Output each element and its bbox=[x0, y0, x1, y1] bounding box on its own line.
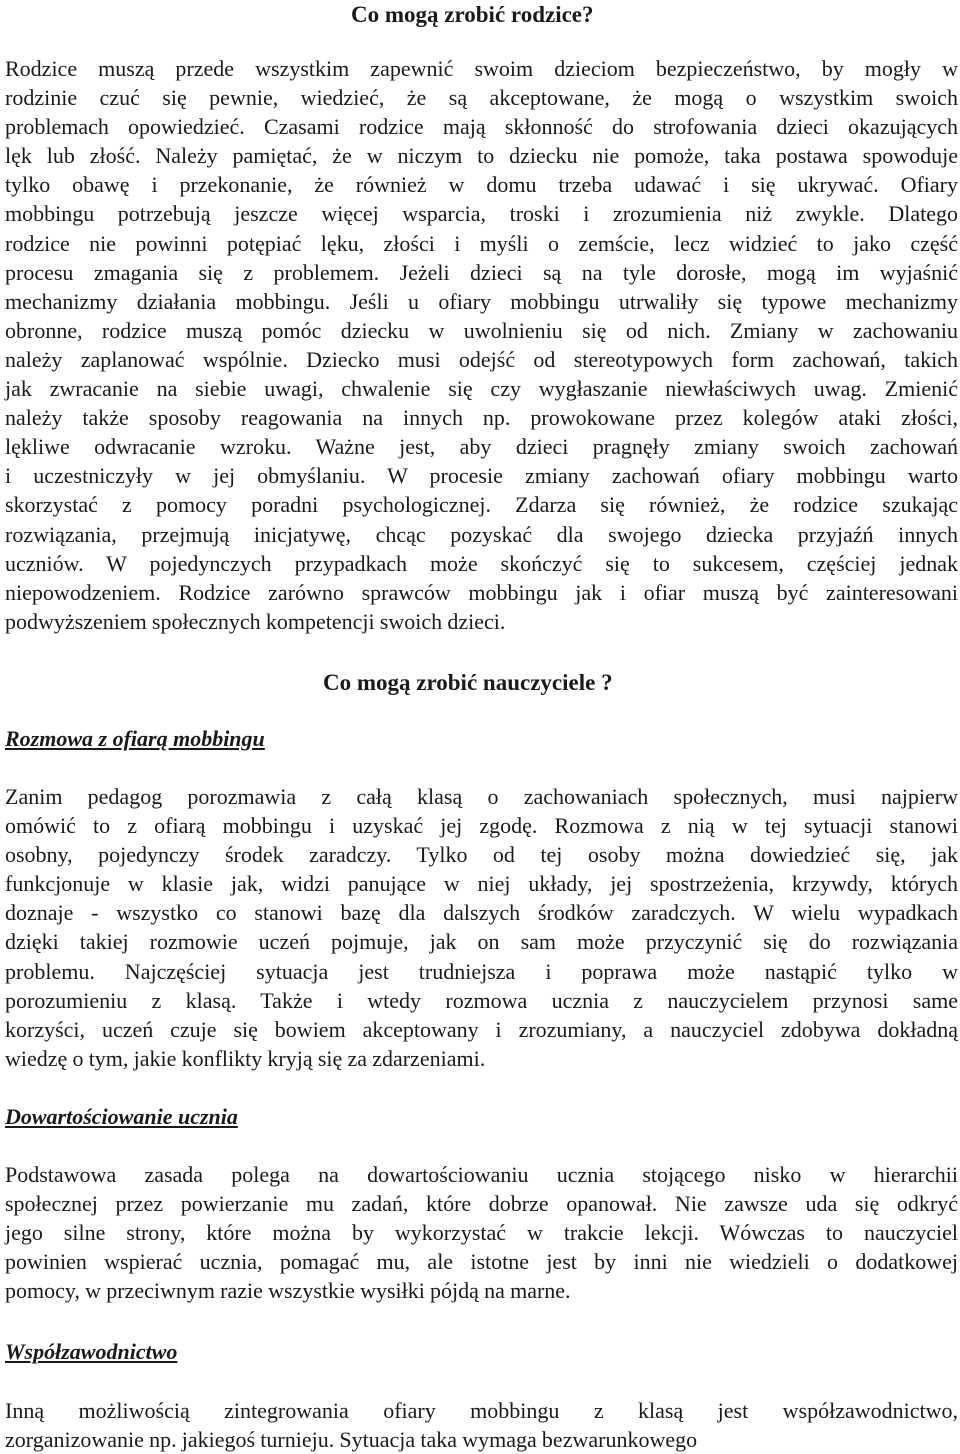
text-line: rodzice nie powinni potępiać lęku, złości i myśli o zemście, lecz widzieć to jako część bbox=[5, 230, 958, 256]
text-line: pomocy, w przeciwnym razie wszystkie wysiłki pójdą na marne. bbox=[5, 1278, 571, 1304]
text-line: funkcjonuje w klasie jak, widzi panujące w niej układy, jej spostrzeżenia, krzywdy, których bbox=[5, 871, 958, 897]
text-line: Rodzice muszą przede wszystkim zapewnić swoim dzieciom bezpieczeństwo, by mogły w bbox=[5, 56, 958, 81]
text-line: rozwiązania, przejmują inicjatywę, chcąc pozyskać dla swojego dziecka przyjaźń innych bbox=[5, 521, 958, 547]
paragraph-appreciation bbox=[5, 1160, 958, 1305]
text-line: problemu. Najczęściej sytuacja jest trudniejsza i poprawa może nastąpić tylko w bbox=[5, 958, 958, 984]
text-line: skorzystać z pomocy poradni psychologicznej. Zdarza się również, że rodzice szukając bbox=[5, 492, 958, 518]
paragraph-parents bbox=[5, 54, 958, 636]
section-title-parents: Co mogą zrobić rodzice? bbox=[351, 2, 594, 27]
text-line: zorganizowanie np. jakiegoś turnieju. Sytuacja taka wymaga bezwarunkowego bbox=[5, 1427, 698, 1453]
text-line: podwyższeniem społecznych kompetencji swoich dzieci. bbox=[5, 608, 506, 634]
text-line: jego silne strony, które można by wykorzystać w trakcie lekcji. Wówczas to nauczyciel bbox=[5, 1220, 958, 1246]
text-line: uczniów. W pojedynczych przypadkach może skończyć się to sukcesem, częściej jednak bbox=[5, 550, 958, 576]
text-line: należy zaplanować wspólnie. Dziecko musi odejść od stereotypowych form zachowań, takich bbox=[5, 346, 958, 372]
text-line: powinien wspierać ucznia, pomagać mu, ale istotne jest by inni nie wiedzieli o dodatkowej bbox=[5, 1249, 958, 1275]
text-line: wiedzę o tym, jakie konflikty kryją się za zdarzeniami. bbox=[5, 1045, 486, 1071]
text-line: społecznej przez powierzanie mu zadań, które dobrze opanował. Nie zawsze uda się odkryć bbox=[5, 1191, 958, 1217]
text-line: obronne, rodzice muszą pomóc dziecku w uwolnieniu się od nich. Zmiany w zachowaniu bbox=[5, 317, 958, 343]
subheading-competition: Współzawodnictwo bbox=[5, 1339, 178, 1364]
text-line: należy także sposoby reagowania na innych np. prowokowane przez kolegów ataki złości, bbox=[5, 405, 958, 431]
text-line: problemach opowiedzieć. Czasami rodzice mają skłonność do strofowania dzieci okazujących bbox=[5, 114, 958, 140]
text-line: lękliwe odwracanie wzroku. Ważne jest, aby dzieci pragnęły zmiany swoich zachowań bbox=[5, 434, 958, 460]
paragraph-competition bbox=[5, 1396, 958, 1454]
text-line: korzyści, uczeń czuje się bowiem akceptowany i zrozumiany, a nauczyciel zdobywa dokładną bbox=[5, 1016, 958, 1042]
text-line: Podstawowa zasada polega na dowartościowaniu ucznia stojącego nisko w hierarchii bbox=[5, 1162, 958, 1187]
text-line: i uczestniczyły w jej obmyślaniu. W procesie zmiany zachowań ofiary mobbingu warto bbox=[5, 463, 958, 489]
text-line: tylko obawę i przekonanie, że również w domu trzeba udawać i się ukrywać. Ofiary bbox=[5, 172, 958, 198]
paragraph-conversation bbox=[5, 782, 958, 1073]
text-line: Inną możliwością zintegrowania ofiary mobbingu z klasą jest współzawodnictwo, bbox=[5, 1398, 958, 1423]
text-line: niepowodzeniem. Rodzice zarówno sprawców mobbingu jak i ofiar muszą być zainteresowani bbox=[5, 579, 958, 605]
text-line: porozumieniu z klasą. Także i wtedy rozmowa ucznia z nauczycielem przynosi same bbox=[5, 987, 958, 1013]
section-title-teachers: Co mogą zrobić nauczyciele ? bbox=[323, 670, 613, 695]
text-line: dzięki takiej rozmowie uczeń pojmuje, jak on sam może przyczynić się do rozwiązania bbox=[5, 929, 958, 955]
text-line: jak zwracanie na siebie uwagi, chwalenie się czy wygłaszanie niewłaściwych uwag. Zmienić bbox=[5, 376, 958, 402]
text-line: mobbingu potrzebują jeszcze więcej wsparcia, troski i zrozumienia niż zwykle. Dlatego bbox=[5, 201, 958, 227]
subheading-conversation: Rozmowa z ofiarą mobbingu bbox=[5, 726, 265, 751]
text-line: mechanizmy działania mobbingu. Jeśli u ofiary mobbingu utrwaliły się typowe mechanizmy bbox=[5, 288, 958, 314]
subheading-appreciation: Dowartościowanie ucznia bbox=[5, 1104, 238, 1129]
text-line: doznaje - wszystko co stanowi bazę dla dalszych środków zaradczych. W wielu wypadkach bbox=[5, 900, 958, 926]
text-line: rodzinie czuć się pewnie, wiedzieć, że są akceptowane, że mogą o wszystkim swoich bbox=[5, 85, 958, 111]
text-line: osobny, pojedynczy środek zaradczy. Tylko od tej osoby można dowiedzieć się, jak bbox=[5, 842, 958, 868]
text-line: procesu zmagania się z problemem. Jeżeli dzieci są na tyle dorosłe, mogą im wyjaśnić bbox=[5, 259, 958, 285]
text-line: Zanim pedagog porozmawia z całą klasą o zachowaniach społecznych, musi najpierw bbox=[5, 784, 958, 809]
text-line: omówić to z ofiarą mobbingu i uzyskać jej zgodę. Rozmowa z nią w tej sytuacji stanowi bbox=[5, 813, 958, 839]
text-line: lęk lub złość. Należy pamiętać, że w niczym to dziecku nie pomoże, taka postawa spowoduje bbox=[5, 143, 958, 169]
